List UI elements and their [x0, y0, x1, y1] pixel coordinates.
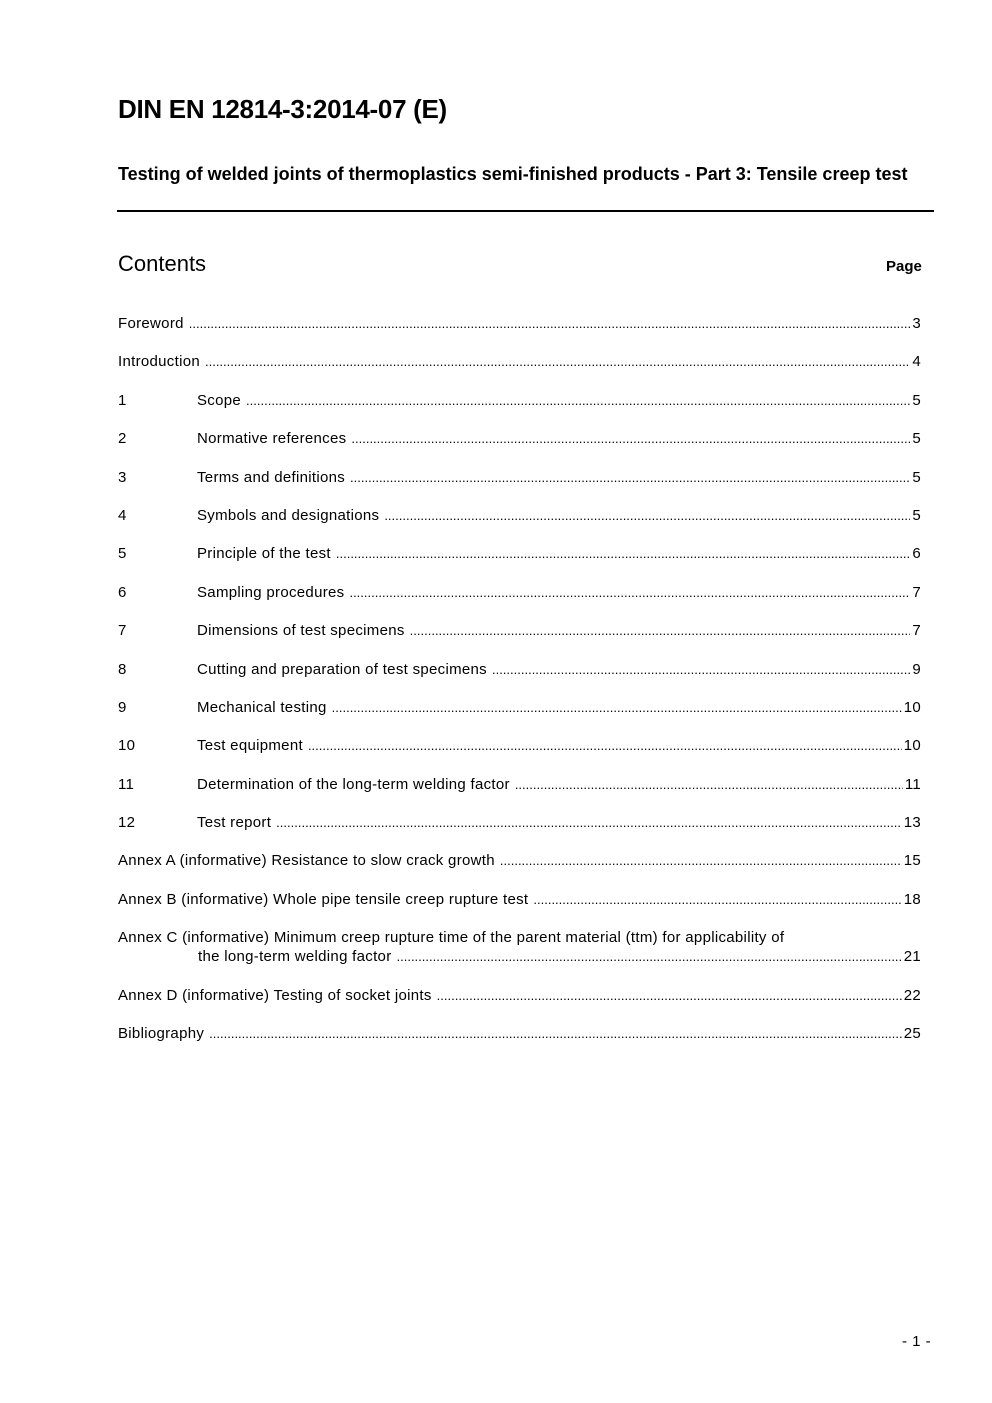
- toc-entry-label: Annex C (informative) Minimum creep rupture time of the parent material (ttm) for applicability of: [118, 929, 785, 947]
- toc-leader-dots: [492, 660, 910, 679]
- toc-entry-label: Test report: [197, 814, 272, 832]
- toc-entry-label: Dimensions of test specimens: [197, 622, 405, 640]
- toc-entry-page: 4: [912, 353, 921, 371]
- page-number: - 1 -: [902, 1333, 932, 1350]
- toc-entry-dimensions-specimens[interactable]: [118, 621, 921, 659]
- toc-entry-number: 6: [118, 583, 127, 601]
- toc-entry-page: 5: [912, 391, 921, 409]
- toc-entry-label: Introduction: [118, 353, 200, 371]
- toc-leader-dots: [336, 544, 910, 563]
- toc-entry-cutting-preparation[interactable]: [118, 660, 921, 698]
- toc-entry-annex-b[interactable]: [118, 890, 921, 928]
- toc-entry-page: 7: [912, 583, 921, 601]
- toc-entry-annex-c[interactable]: [118, 928, 921, 985]
- toc-leader-dots: [349, 583, 910, 602]
- toc-entry-test-report[interactable]: [118, 813, 921, 851]
- table-of-contents: [118, 314, 921, 1062]
- toc-entry-continuation: [118, 947, 921, 966]
- toc-entry-page: 7: [912, 622, 921, 640]
- toc-entry-number: 9: [118, 698, 127, 716]
- toc-entry-page: 15: [903, 852, 921, 870]
- toc-leader-dots: [410, 621, 911, 640]
- toc-entry-foreword[interactable]: [118, 314, 921, 352]
- toc-leader-dots: [332, 698, 902, 717]
- toc-leader-dots: [515, 775, 903, 794]
- toc-entry-label: Symbols and designations: [197, 506, 380, 524]
- toc-leader-dots: [350, 468, 910, 487]
- toc-entry-page: 5: [912, 506, 921, 524]
- toc-entry-label: Mechanical testing: [197, 698, 327, 716]
- toc-entry-number: 7: [118, 622, 127, 640]
- toc-entry-label: Test equipment: [197, 737, 303, 755]
- toc-leader-dots: [437, 986, 902, 1005]
- toc-entry-label-continued: the long-term welding factor: [198, 948, 392, 966]
- toc-entry-label: Terms and definitions: [197, 468, 346, 486]
- page-column-label: Page: [886, 258, 922, 275]
- toc-entry-page: 5: [912, 430, 921, 448]
- toc-leader-dots: [246, 391, 910, 410]
- toc-leader-dots: [500, 851, 902, 870]
- toc-entry-sampling-procedures[interactable]: [118, 583, 921, 621]
- toc-entry-page: 11: [904, 775, 921, 793]
- toc-entry-normative-references[interactable]: [118, 429, 921, 467]
- toc-leader-dots: [384, 506, 910, 525]
- toc-entry-introduction[interactable]: [118, 352, 921, 390]
- toc-entry-label: Sampling procedures: [197, 583, 345, 601]
- toc-entry-bibliography[interactable]: [118, 1024, 921, 1062]
- toc-entry-label: Annex B (informative) Whole pipe tensile creep rupture test: [118, 890, 529, 908]
- toc-leader-dots: [189, 314, 911, 333]
- toc-leader-dots: [209, 1024, 902, 1043]
- toc-entry-scope[interactable]: [118, 391, 921, 429]
- toc-entry-label: Scope: [197, 391, 242, 409]
- document-number: DIN EN 12814-3:2014-07 (E): [118, 94, 447, 124]
- toc-entry-label: Cutting and preparation of test specimens: [197, 660, 487, 678]
- toc-leader-dots: [205, 352, 910, 371]
- toc-entry-label: Determination of the long-term welding factor: [197, 775, 510, 793]
- toc-leader-dots: [397, 947, 902, 966]
- title-rule: [117, 210, 934, 212]
- toc-entry-number: 1: [118, 391, 127, 409]
- toc-leader-dots: [276, 813, 902, 832]
- toc-entry-page: 13: [903, 814, 921, 832]
- toc-entry-principle-of-test[interactable]: [118, 544, 921, 582]
- document-title: Testing of welded joints of thermoplastics semi-finished products - Part 3: Tensile creep test: [118, 164, 908, 184]
- toc-entry-test-equipment[interactable]: [118, 736, 921, 774]
- toc-entry-number: 3: [118, 468, 127, 486]
- toc-entry-page: 3: [912, 315, 921, 332]
- toc-entry-number: 4: [118, 506, 127, 524]
- toc-entry-page: 25: [903, 1025, 921, 1043]
- toc-entry-label: Annex A (informative) Resistance to slow crack growth: [118, 852, 495, 870]
- contents-heading: Contents: [118, 251, 207, 276]
- toc-entry-number: 12: [118, 814, 136, 832]
- toc-leader-dots: [533, 890, 901, 909]
- toc-entry-terms-definitions[interactable]: [118, 468, 921, 506]
- toc-entry-page: 18: [903, 890, 921, 908]
- toc-entry-label: Bibliography: [118, 1025, 205, 1043]
- toc-entry-annex-a[interactable]: [118, 851, 921, 889]
- toc-entry-number: 10: [118, 737, 136, 755]
- toc-entry-page: 21: [903, 948, 921, 966]
- toc-entry-label: Annex D (informative) Testing of socket joints: [118, 986, 432, 1004]
- toc-entry-page: 10: [903, 698, 921, 716]
- toc-entry-label: Principle of the test: [197, 545, 331, 563]
- toc-leader-dots: [308, 736, 902, 755]
- toc-entry-label: Foreword: [118, 315, 184, 332]
- toc-entry-page: 6: [912, 545, 921, 563]
- toc-entry-number: 8: [118, 660, 127, 678]
- toc-entry-symbols-designations[interactable]: [118, 506, 921, 544]
- toc-entry-number: 5: [118, 545, 127, 563]
- toc-entry-number: 11: [118, 775, 135, 793]
- toc-entry-page: 9: [912, 660, 921, 678]
- toc-leader-dots: [351, 429, 910, 448]
- toc-entry-page: 10: [903, 737, 921, 755]
- toc-entry-number: 2: [118, 430, 127, 448]
- toc-entry-label: Normative references: [197, 430, 347, 448]
- toc-entry-mechanical-testing[interactable]: [118, 698, 921, 736]
- toc-entry-welding-factor[interactable]: [118, 775, 921, 813]
- toc-entry-annex-d[interactable]: [118, 986, 921, 1024]
- toc-entry-page: 5: [912, 468, 921, 486]
- toc-entry-page: 22: [903, 986, 921, 1004]
